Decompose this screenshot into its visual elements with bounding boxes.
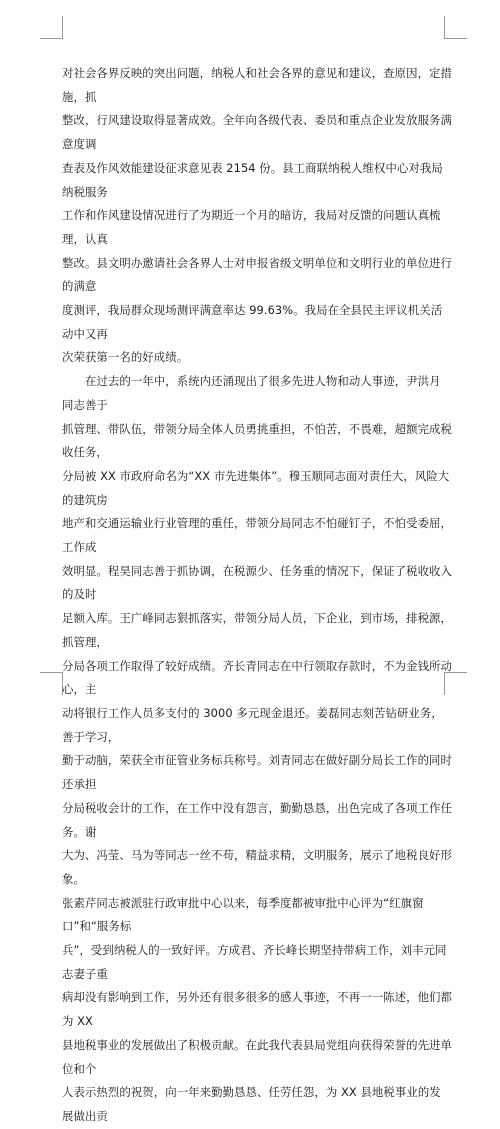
paragraph-line: 人表示热烈的祝贺，向一年来勤勤恳恳、任劳任怨，为 XX 县地税事业的发展做出贡 — [62, 1085, 441, 1123]
paragraph-line: 勤于动脑，荣获全市征管业务标兵称号。刘青同志在做好副分局长工作的同时还承担 — [62, 753, 453, 792]
paragraph-line: 足额入库。王广峰同志狠抓落实，带领分局人员，下企业，到市场，排税源，抓管理， — [62, 611, 453, 649]
crop-mark-top-right — [444, 16, 467, 39]
paragraph-line: 对社会各界反映的突出问题，纳税人和社会各界的意见和建议，查原因，定措施，抓 — [62, 66, 453, 104]
paragraph-line: 兵”，受到纳税人的一致好评。方成君、齐长峰长期坚持带病工作，刘丰元同志妻子重 — [62, 943, 447, 981]
paragraph-line: 分局各项工作取得了较好成绩。齐长青同志在中行领取存款时，不为金钱所动心，主 — [62, 658, 453, 697]
paragraph-line: 动将银行工作人员多支付的 3000 多元现金退还。姜磊同志刻苦钻研业务，善于学习， — [62, 705, 443, 744]
paragraph-line: 病却没有影响到工作，另外还有很多很多的感人事迹，不再一一陈述，他们都为 XX — [62, 990, 453, 1029]
crop-mark-top-left — [40, 16, 63, 39]
paragraph-line: 效明显。程昊同志善于抓协调，在税源少、任务重的情况下，保证了税收收入的及时 — [62, 563, 453, 602]
paragraph-line: 分局被 XX 市政府命名为“XX 市先进集体”。穆玉顺同志面对责任大，风险大的建筑房 — [62, 468, 450, 507]
document-body — [62, 62, 452, 1129]
paragraph-line: 地产和交通运输业行业管理的重任，带领分局同志不怕碰钉子，不怕受委屈，工作成 — [62, 516, 453, 555]
paragraph-line: 次荣获第一名的好成绩。 — [62, 350, 189, 365]
paragraph-line: 县地税事业的发展做出了积极贡献。在此我代表县局党组向获得荣誉的先进单位和个 — [62, 1037, 453, 1076]
paragraph-line: 大为、冯莹、马为等同志一丝不苟，精益求精，文明服务，展示了地税良好形象。 — [62, 848, 453, 886]
crop-mark-bottom-left — [40, 672, 63, 695]
paragraph-line: 度测评，我局群众现场测评满意率达 99.63%。我局在全县民主评议机关活动中又再 — [62, 303, 443, 341]
paragraph-line: 整改。县文明办邀请社会各界人士对申报省级文明单位和文明行业的单位进行的满意 — [62, 255, 453, 294]
paragraph-line: 张素芹同志被派驻行政审批中心以来，每季度都被审批中心评为“红旗窗口”和“服务标 — [62, 895, 424, 934]
paragraph-line: 抓管理、带队伍，带领分局全体人员勇挑重担，不怕苦，不畏难，超额完成税收任务， — [62, 421, 453, 460]
paragraph-line: 在过去的一年中，系统内还涌现出了很多先进人物和动人事迹，尹洪月同志善于 — [62, 374, 441, 412]
paragraph-1 — [62, 62, 452, 370]
paragraph-line: 分局税收会计的工作，在工作中没有怨言，勤勤恳恳，出色完成了各项工作任务。谢 — [62, 800, 453, 839]
paragraph-2 — [62, 370, 452, 1129]
paragraph-line: 整改，行风建设取得显著成效。全年向各级代表、委员和重点企业发放服务满意度调 — [62, 113, 453, 152]
paragraph-line: 工作和作风建设情况进行了为期近一个月的暗访，我局对反馈的问题认真梳理，认真 — [62, 208, 441, 246]
paragraph-line: 查表及作风效能建设征求意见表 2154 份。县工商联纳税人维权中心对我局纳税服务 — [62, 160, 443, 199]
